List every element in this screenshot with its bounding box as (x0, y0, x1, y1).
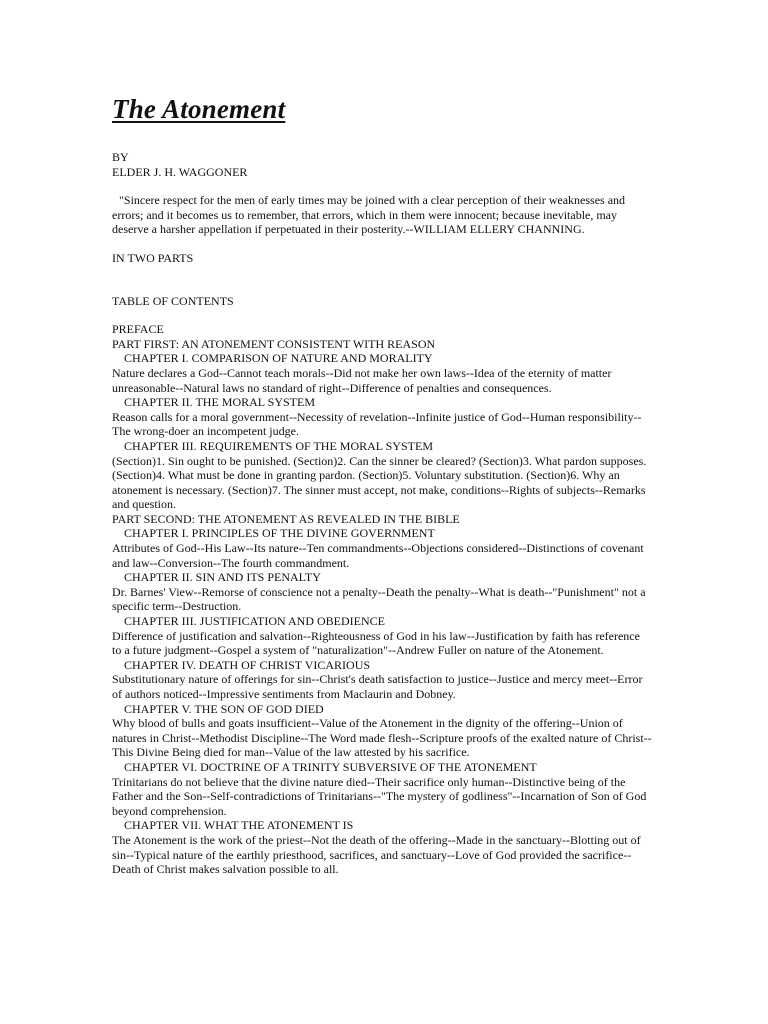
toc-heading: TABLE OF CONTENTS (112, 293, 234, 308)
spacer (112, 308, 652, 322)
toc-chapter: CHAPTER IV. DEATH OF CHRIST VICARIOUS (124, 657, 371, 672)
toc-chapter: CHAPTER II. SIN AND ITS PENALTY (124, 570, 321, 585)
toc-chapter: CHAPTER III. JUSTIFICATION AND OBEDIENCE (124, 614, 385, 629)
byline-label: BY (112, 150, 129, 164)
document-title: The Atonement (112, 94, 286, 124)
parts-note: IN TWO PARTS (112, 250, 194, 265)
toc-chapter: CHAPTER VII. WHAT THE ATONEMENT IS (124, 818, 354, 833)
toc-summary: Why blood of bulls and goats insufficient--Value of the Atonement in the dignity of the offering--Union of natures in Christ--Methodist Discipline--The Word made flesh--Scripture proofs of the exalted nature of Christ--This Divine Being died for man--Value of the law attested by his sacrifice. (112, 716, 652, 760)
toc-summary: (Section)1. Sin ought to be punished. (Section)2. Can the sinner be cleared? (Section)3. What pardon supposes. (Section)4. What must be done in granting pardon. (Section)5. Voluntary substitution. (Section)6. Why an atonement is necessary. (Section)7. The sinner must accept, not make, conditions--Rights of subjects--Remarks and question. (112, 453, 647, 512)
toc-heading: PART FIRST: AN ATONEMENT CONSISTENT WITH REASON (112, 336, 436, 351)
spacer (112, 266, 652, 294)
toc-heading: PART SECOND: THE ATONEMENT AS REVEALED IN THE BIBLE (112, 511, 460, 526)
toc-summary: Difference of justification and salvation--Righteousness of God in his law--Justification by faith has reference to a future judgment--Gospel a system of "naturalization"--Andrew Fuller on nature of the Atonement. (112, 628, 640, 658)
toc-summary: Trinitarians do not believe that the divine nature died--Their sacrifice only human--Distinctive being of the Father and the Son--Self-contradictions of Trinitarians--"The mystery of godliness"--Incarnation of Son of God beyond comprehension. (112, 774, 647, 818)
spacer (112, 237, 652, 251)
toc-chapter: CHAPTER I. PRINCIPLES OF THE DIVINE GOVERNMENT (124, 526, 435, 541)
toc-chapter: CHAPTER V. THE SON OF GOD DIED (124, 701, 324, 716)
toc-summary: The Atonement is the work of the priest--Not the death of the offering--Made in the sanctuary--Blotting out of sin--Typical nature of the earthly priesthood, sacrifices, and sanctuary--Love of God provided the sacrifice--Death of Christ makes salvation possible to all. (112, 832, 641, 877)
spacer (112, 179, 652, 193)
toc-summary: Reason calls for a moral government--Necessity of revelation--Infinite justice of God--Human responsibility--The wrong-doer an incompetent judge. (112, 409, 642, 439)
toc-summary: Nature declares a God--Cannot teach morals--Did not make her own laws--Idea of the eternity of matter unreasonable--Natural laws no standard of right--Difference of penalties and consequences. (112, 365, 612, 395)
toc-chapter: CHAPTER I. COMPARISON OF NATURE AND MORALITY (124, 351, 433, 366)
toc-chapter: CHAPTER III. REQUIREMENTS OF THE MORAL SYSTEM (124, 438, 434, 453)
author-name: ELDER J. H. WAGGONER (112, 164, 248, 179)
toc-summary: Dr. Barnes' View--Remorse of conscience not a penalty--Death the penalty--What is death--"Punishment" not a specific term--Destruction. (112, 584, 646, 614)
document-page (112, 94, 652, 877)
toc-chapter: CHAPTER II. THE MORAL SYSTEM (124, 395, 316, 410)
toc-chapter: CHAPTER VI. DOCTRINE OF A TRINITY SUBVERSIVE OF THE ATONEMENT (124, 759, 537, 774)
toc-summary: Attributes of God--His Law--Its nature--Ten commandments--Objections considered--Distinctions of covenant and law--Conversion--The fourth commandment. (112, 541, 644, 570)
toc-summary: Substitutionary nature of offerings for sin--Christ's death satisfaction to justice--Justice and mercy meet--Error of authors noticed--Impressive sentiments from Maclaurin and Dobney. (112, 672, 643, 701)
toc-heading: PREFACE (112, 322, 164, 337)
table-of-contents (112, 322, 652, 877)
epigraph-quote: "Sincere respect for the men of early times may be joined with a clear perception of their weaknesses and errors; and it becomes us to remember, that errors, which in them were innocent; because inevitable, may deserve a harsher appellation if perpetuated in their posterity.--WILLIAM ELLERY CHANNING. (112, 193, 626, 237)
